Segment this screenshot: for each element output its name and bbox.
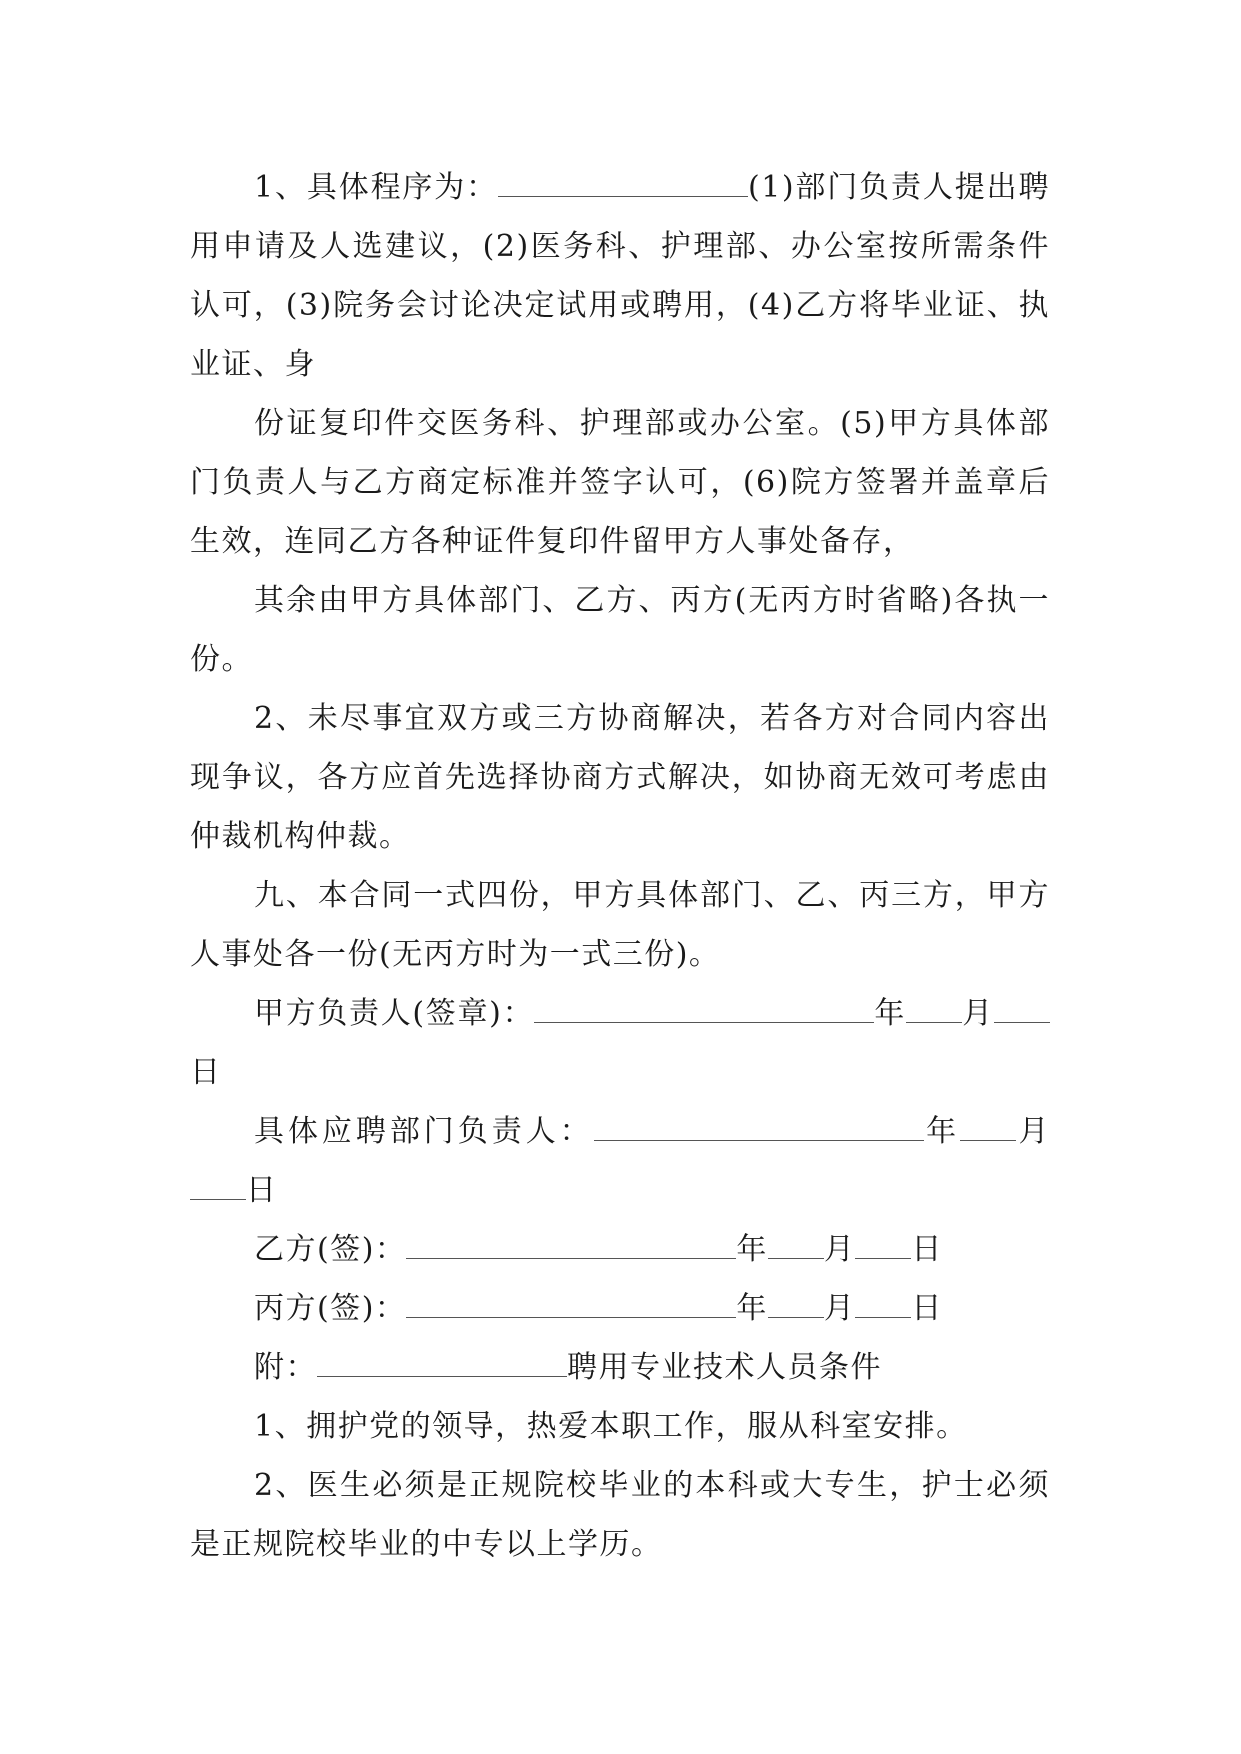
appendix-title: 聘用专业技术人员条件	[567, 1350, 882, 1385]
party-c-label: 丙方(签)：	[254, 1291, 407, 1326]
party-a-sign-blank[interactable]	[534, 992, 874, 1023]
party-c-signature	[190, 1279, 1050, 1338]
party-c-year-label: 年	[736, 1291, 768, 1326]
party-a-label: 甲方负责人(签章)：	[254, 996, 535, 1031]
contract-copies-paragraph: 九、本合同一式四份，甲方具体部门、乙、丙三方，甲方人事处各一份(无丙方时为一式三份)。	[190, 878, 1050, 972]
dept-signature	[190, 1102, 1050, 1220]
party-b-signature	[190, 1220, 1050, 1279]
dept-year-label: 年	[923, 1114, 961, 1149]
party-c-month-blank[interactable]	[768, 1287, 824, 1318]
dept-year-blank[interactable]	[960, 1110, 1016, 1141]
party-a-year-label: 年	[874, 996, 907, 1031]
party-c-month-label: 月	[823, 1291, 856, 1326]
party-a-day-label: 日	[190, 1055, 222, 1090]
appendix-item-1: 1、拥护党的领导，热爱本职工作，服从科室安排。	[254, 1409, 968, 1444]
appendix-heading	[190, 1338, 1050, 1397]
procedure-lead: 1、具体程序为：	[254, 170, 499, 205]
copies-paragraph: 其余由甲方具体部门、乙方、丙方(无丙方时省略)各执一份。	[190, 583, 1050, 677]
appendix-blank[interactable]	[317, 1346, 567, 1377]
party-a-year-blank[interactable]	[906, 992, 962, 1023]
party-a-month-label: 月	[962, 996, 994, 1031]
party-b-day-label: 日	[911, 1232, 943, 1267]
procedure-paragraph	[190, 158, 1050, 394]
dept-sign-blank[interactable]	[594, 1110, 924, 1141]
party-a-month-blank[interactable]	[994, 992, 1050, 1023]
procedure-continued-paragraph: 份证复印件交医务科、护理部或办公室。(5)甲方具体部门负责人与乙方商定标准并签字认可，(6)院方签署并盖章后生效，连同乙方各种证件复印件留甲方人事处备存，	[190, 406, 1050, 559]
dept-month-label: 月	[1016, 1114, 1051, 1149]
party-b-month-blank[interactable]	[768, 1228, 824, 1259]
party-a-signature	[190, 984, 1050, 1102]
document-page	[190, 158, 1050, 1574]
dept-month-blank[interactable]	[190, 1169, 246, 1200]
party-c-day-blank[interactable]	[855, 1287, 911, 1318]
procedure-steps: (1)部门负责人提出聘用申请及人选建议，(2)医务科、护理部、办公室按所需条件认可，(3)院务会讨论决定试用或聘用，(4)乙方将毕业证、执业证、身	[190, 170, 1050, 382]
party-b-day-blank[interactable]	[855, 1228, 911, 1259]
dept-day-label: 日	[246, 1173, 278, 1208]
procedure-blank[interactable]	[498, 166, 748, 197]
appendix-item-2: 2、医生必须是正规院校毕业的本科或大专生，护士必须是正规院校毕业的中专以上学历。	[190, 1468, 1050, 1562]
appendix-label: 附：	[254, 1350, 317, 1385]
party-b-month-label: 月	[823, 1232, 856, 1267]
party-b-label: 乙方(签)：	[254, 1232, 407, 1267]
dispute-paragraph: 2、未尽事宜双方或三方协商解决，若各方对合同内容出现争议，各方应首先选择协商方式解决，如协商无效可考虑由仲裁机构仲裁。	[190, 701, 1050, 854]
dept-label: 具体应聘部门负责人：	[254, 1114, 594, 1149]
party-c-sign-blank[interactable]	[406, 1287, 736, 1318]
party-c-day-label: 日	[911, 1291, 943, 1326]
party-b-sign-blank[interactable]	[406, 1228, 736, 1259]
party-b-year-label: 年	[736, 1232, 768, 1267]
